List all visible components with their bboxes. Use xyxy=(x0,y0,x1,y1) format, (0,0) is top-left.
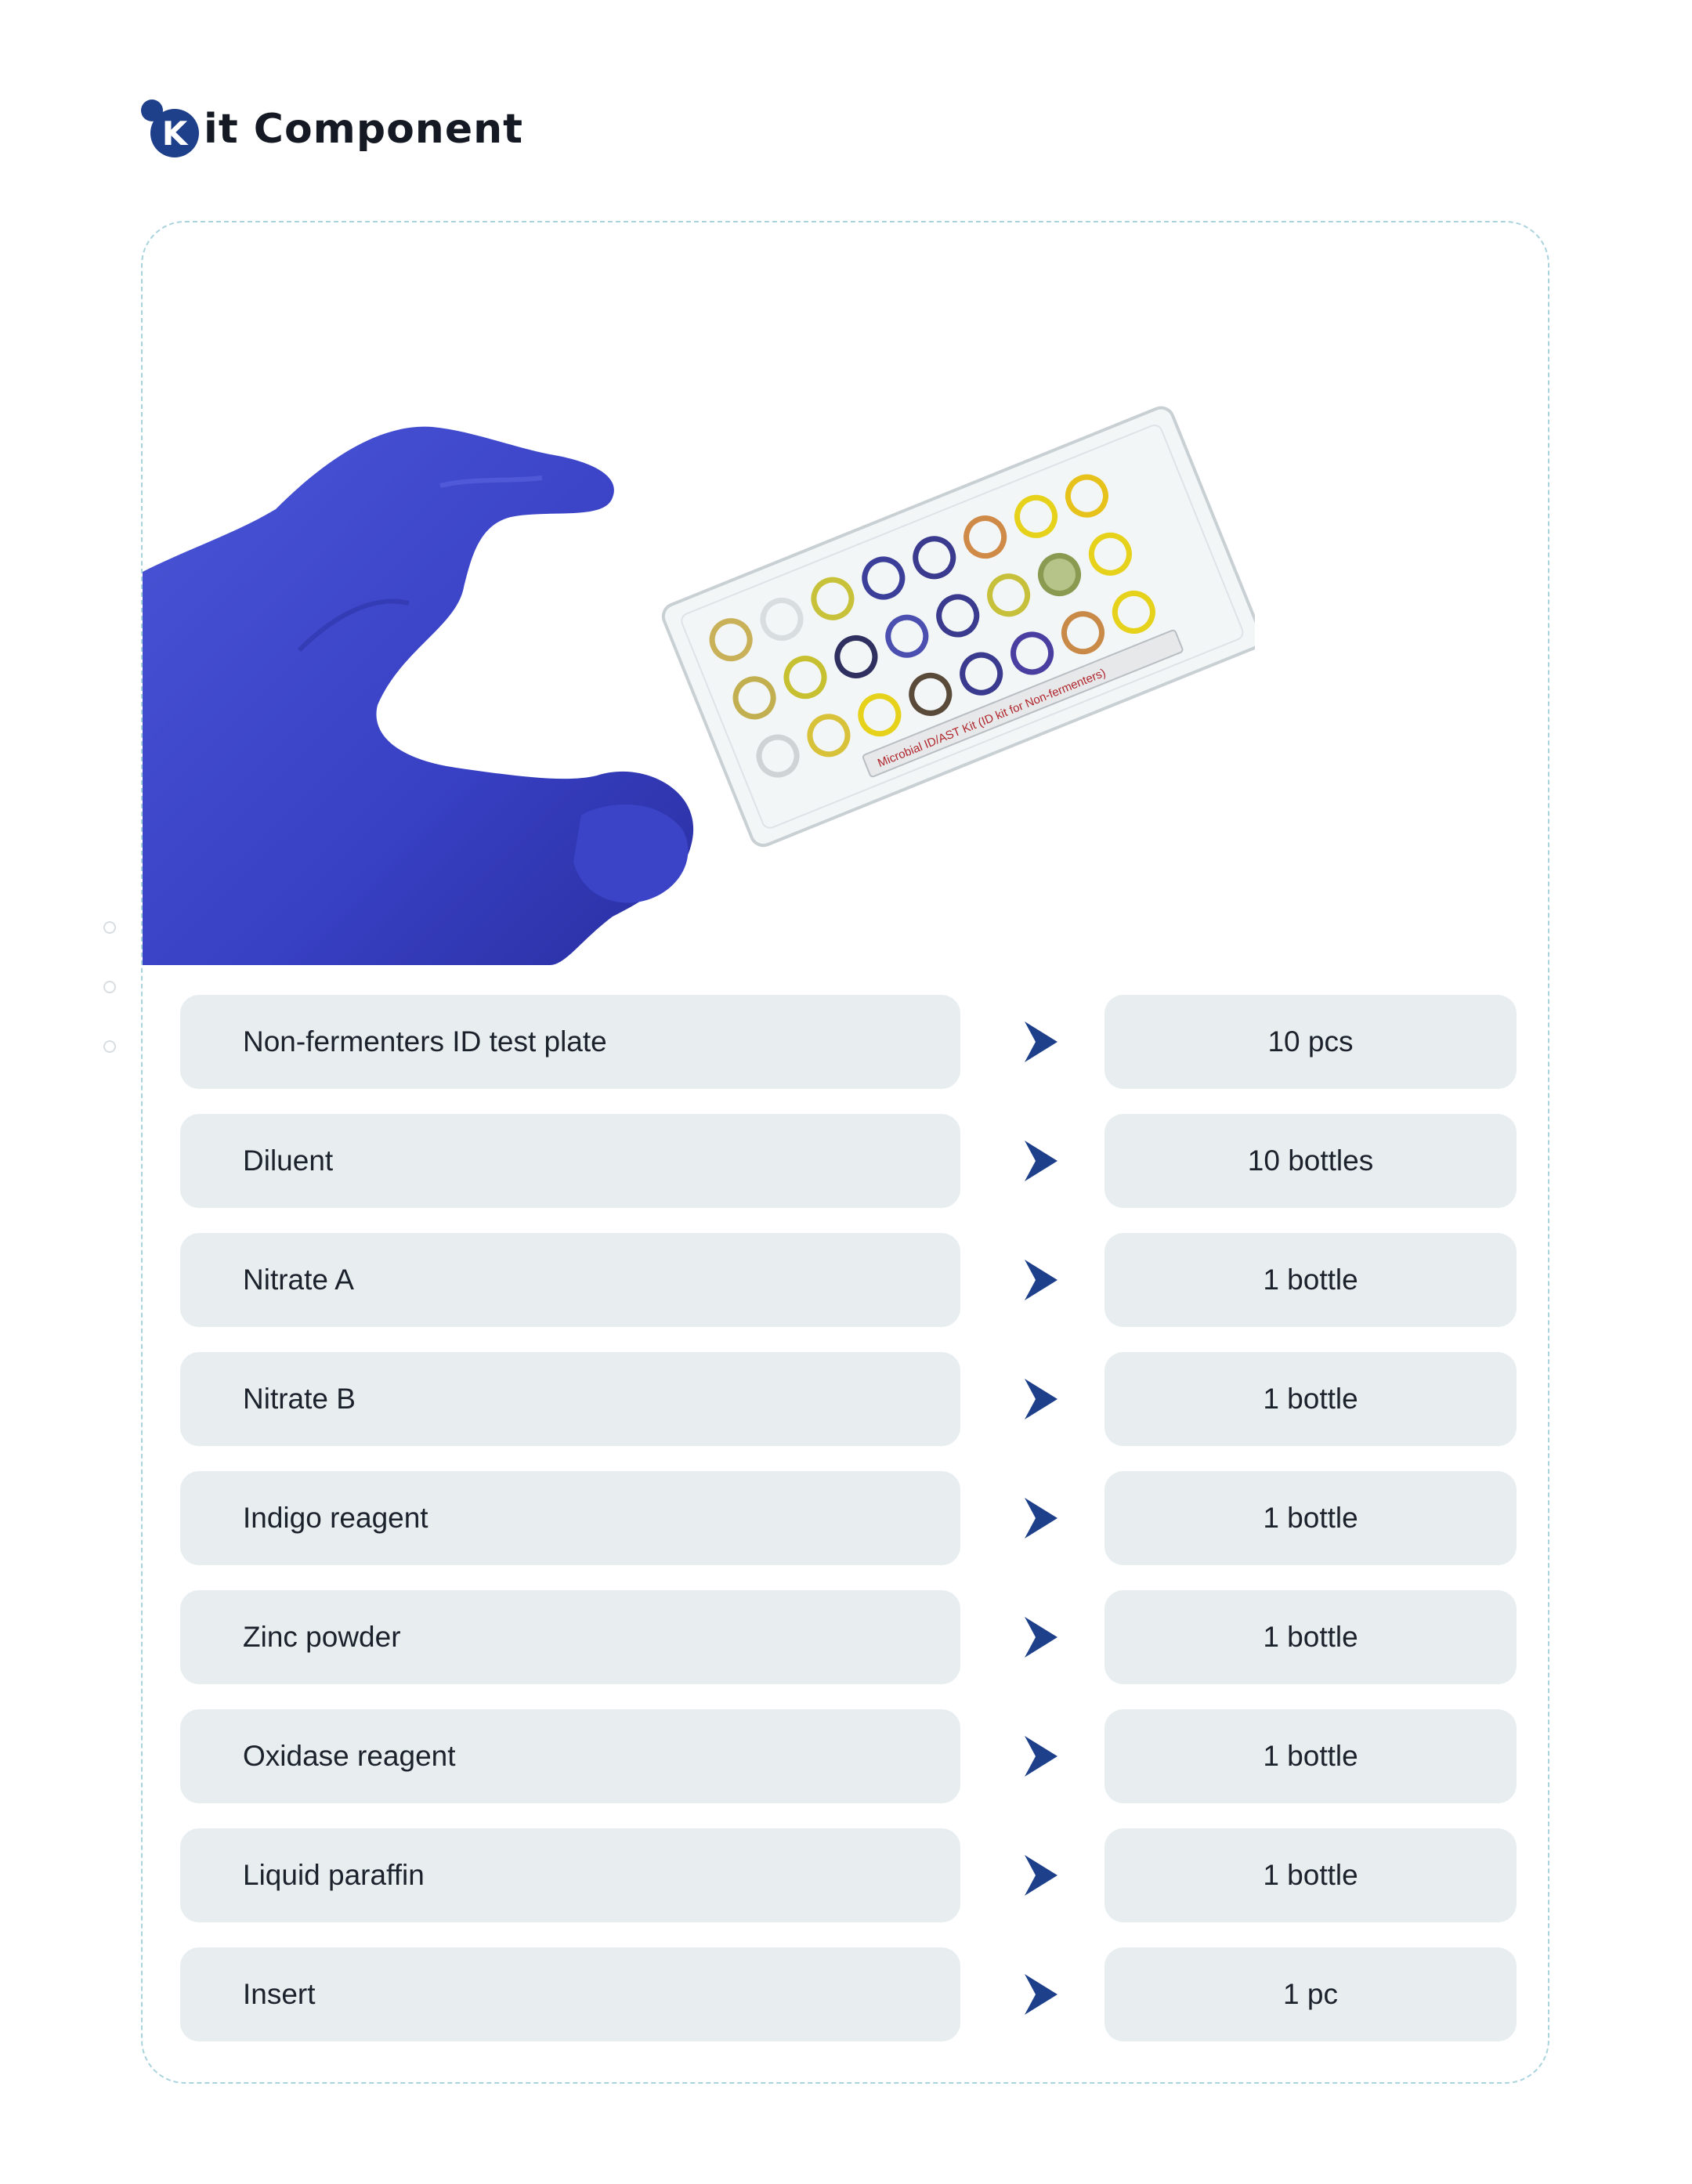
component-row xyxy=(180,1233,1517,1327)
product-photo xyxy=(143,392,1255,965)
dot-icon xyxy=(103,921,116,934)
section-header xyxy=(139,92,523,163)
component-row xyxy=(180,1352,1517,1446)
component-quantity: 1 bottle xyxy=(1104,1590,1517,1684)
component-name: Nitrate A xyxy=(180,1233,960,1327)
component-quantity: 10 pcs xyxy=(1104,995,1517,1089)
chevron-right-icon xyxy=(1020,1614,1062,1661)
glove-thumb xyxy=(573,805,688,903)
component-row xyxy=(180,995,1517,1089)
logo-letter: K xyxy=(150,109,199,157)
side-dots-decoration xyxy=(103,921,116,1100)
component-row xyxy=(180,1114,1517,1208)
component-row xyxy=(180,1947,1517,2041)
component-name: Oxidase reagent xyxy=(180,1709,960,1803)
section-title: it Component xyxy=(204,106,523,153)
component-quantity: 1 bottle xyxy=(1104,1471,1517,1565)
chevron-right-icon xyxy=(1020,1852,1062,1899)
chevron-right-icon xyxy=(1020,1376,1062,1423)
component-name: Indigo reagent xyxy=(180,1471,960,1565)
brand-logo xyxy=(139,95,205,161)
test-plate xyxy=(660,404,1255,849)
component-name: Zinc powder xyxy=(180,1590,960,1684)
plate-label: Microbial ID/AST Kit (ID kit for Non-fermenters) xyxy=(876,666,1108,771)
component-row xyxy=(180,1471,1517,1565)
component-quantity: 1 bottle xyxy=(1104,1828,1517,1922)
component-name: Liquid paraffin xyxy=(180,1828,960,1922)
component-row xyxy=(180,1709,1517,1803)
component-quantity: 1 bottle xyxy=(1104,1352,1517,1446)
chevron-right-icon xyxy=(1020,1971,1062,2018)
chevron-right-icon xyxy=(1020,1018,1062,1065)
component-name: Nitrate B xyxy=(180,1352,960,1446)
component-quantity: 1 bottle xyxy=(1104,1233,1517,1327)
component-name: Insert xyxy=(180,1947,960,2041)
component-list xyxy=(180,995,1517,2066)
dot-icon xyxy=(103,1040,116,1053)
component-quantity: 10 bottles xyxy=(1104,1114,1517,1208)
chevron-right-icon xyxy=(1020,1257,1062,1304)
component-row xyxy=(180,1590,1517,1684)
component-name: Diluent xyxy=(180,1114,960,1208)
component-name: Non-fermenters ID test plate xyxy=(180,995,960,1089)
component-quantity: 1 pc xyxy=(1104,1947,1517,2041)
chevron-right-icon xyxy=(1020,1495,1062,1542)
dot-icon xyxy=(103,981,116,993)
component-row xyxy=(180,1828,1517,1922)
chevron-right-icon xyxy=(1020,1733,1062,1780)
chevron-right-icon xyxy=(1020,1137,1062,1184)
component-quantity: 1 bottle xyxy=(1104,1709,1517,1803)
